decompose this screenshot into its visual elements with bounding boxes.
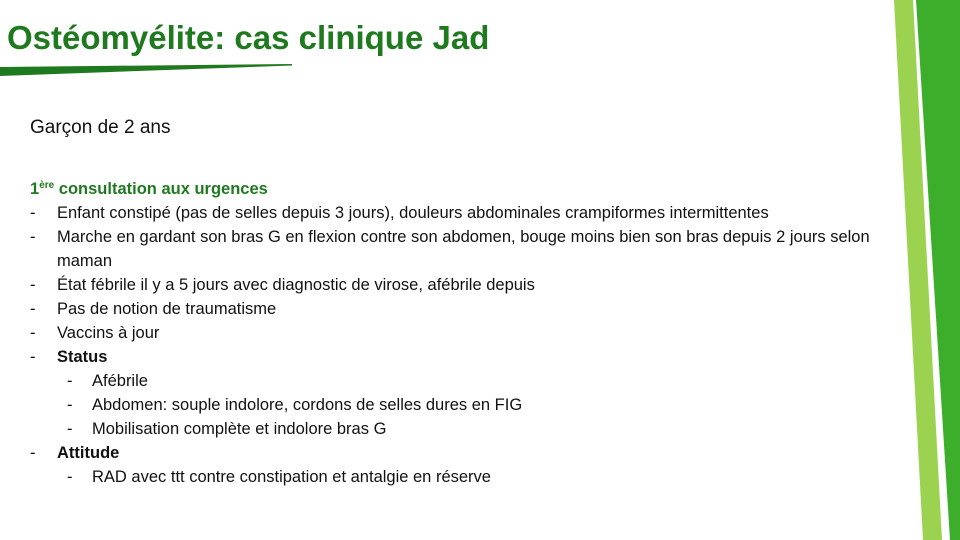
sublist-item-text: RAD avec ttt contre constipation et antalgie en réserve [92,468,491,486]
list-item-status [30,345,890,441]
section-ordinal-suffix: ère [39,180,55,191]
slide-body [30,110,890,489]
sublist-item-text: Abdomen: souple indolore, cordons de selles dures en FIG [92,396,523,414]
list-item-text: État fébrile il y a 5 jours avec diagnostic de virose, afébrile depuis [57,276,535,294]
list-item-text: Pas de notion de traumatisme [57,300,277,318]
list-item [30,321,890,345]
decor-stripe-dark [916,0,960,540]
decorative-stripes [880,0,960,540]
list-item-text: Marche en gardant son bras G en flexion contre son abdomen, bouge moins bien son bras depuis 2 jours selon maman [57,228,870,270]
list-item-text: Vaccins à jour [57,324,160,342]
sublist-item-text: Afébrile [92,372,148,390]
status-sublist [57,369,890,441]
list-item [30,225,890,273]
sublist-item-text: Mobilisation complète et indolore bras G [92,420,387,438]
attitude-sublist [57,465,890,489]
list-item [30,201,890,225]
status-heading: Status [57,348,108,366]
decor-stripe-light [894,0,942,540]
sublist-item [65,465,890,489]
section-heading [30,174,890,201]
list-item [30,297,890,321]
sublist-item [65,417,890,441]
title-underline [0,58,300,76]
attitude-heading: Attitude [57,444,120,462]
slide-title: Ostéomyélite: cas clinique Jad [7,19,490,56]
section-heading-text: consultation aux urgences [54,180,268,198]
list-item-text: Enfant constipé (pas de selles depuis 3 jours), douleurs abdominales crampiformes intermittentes [57,204,769,222]
section-ordinal: 1 [30,180,40,198]
sublist-item [65,393,890,417]
patient-intro: Garçon de 2 ans [30,117,171,138]
list-item [30,273,890,297]
findings-list [30,201,890,489]
title-underline-bar [0,64,292,76]
list-item-attitude [30,441,890,489]
sublist-item [65,369,890,393]
